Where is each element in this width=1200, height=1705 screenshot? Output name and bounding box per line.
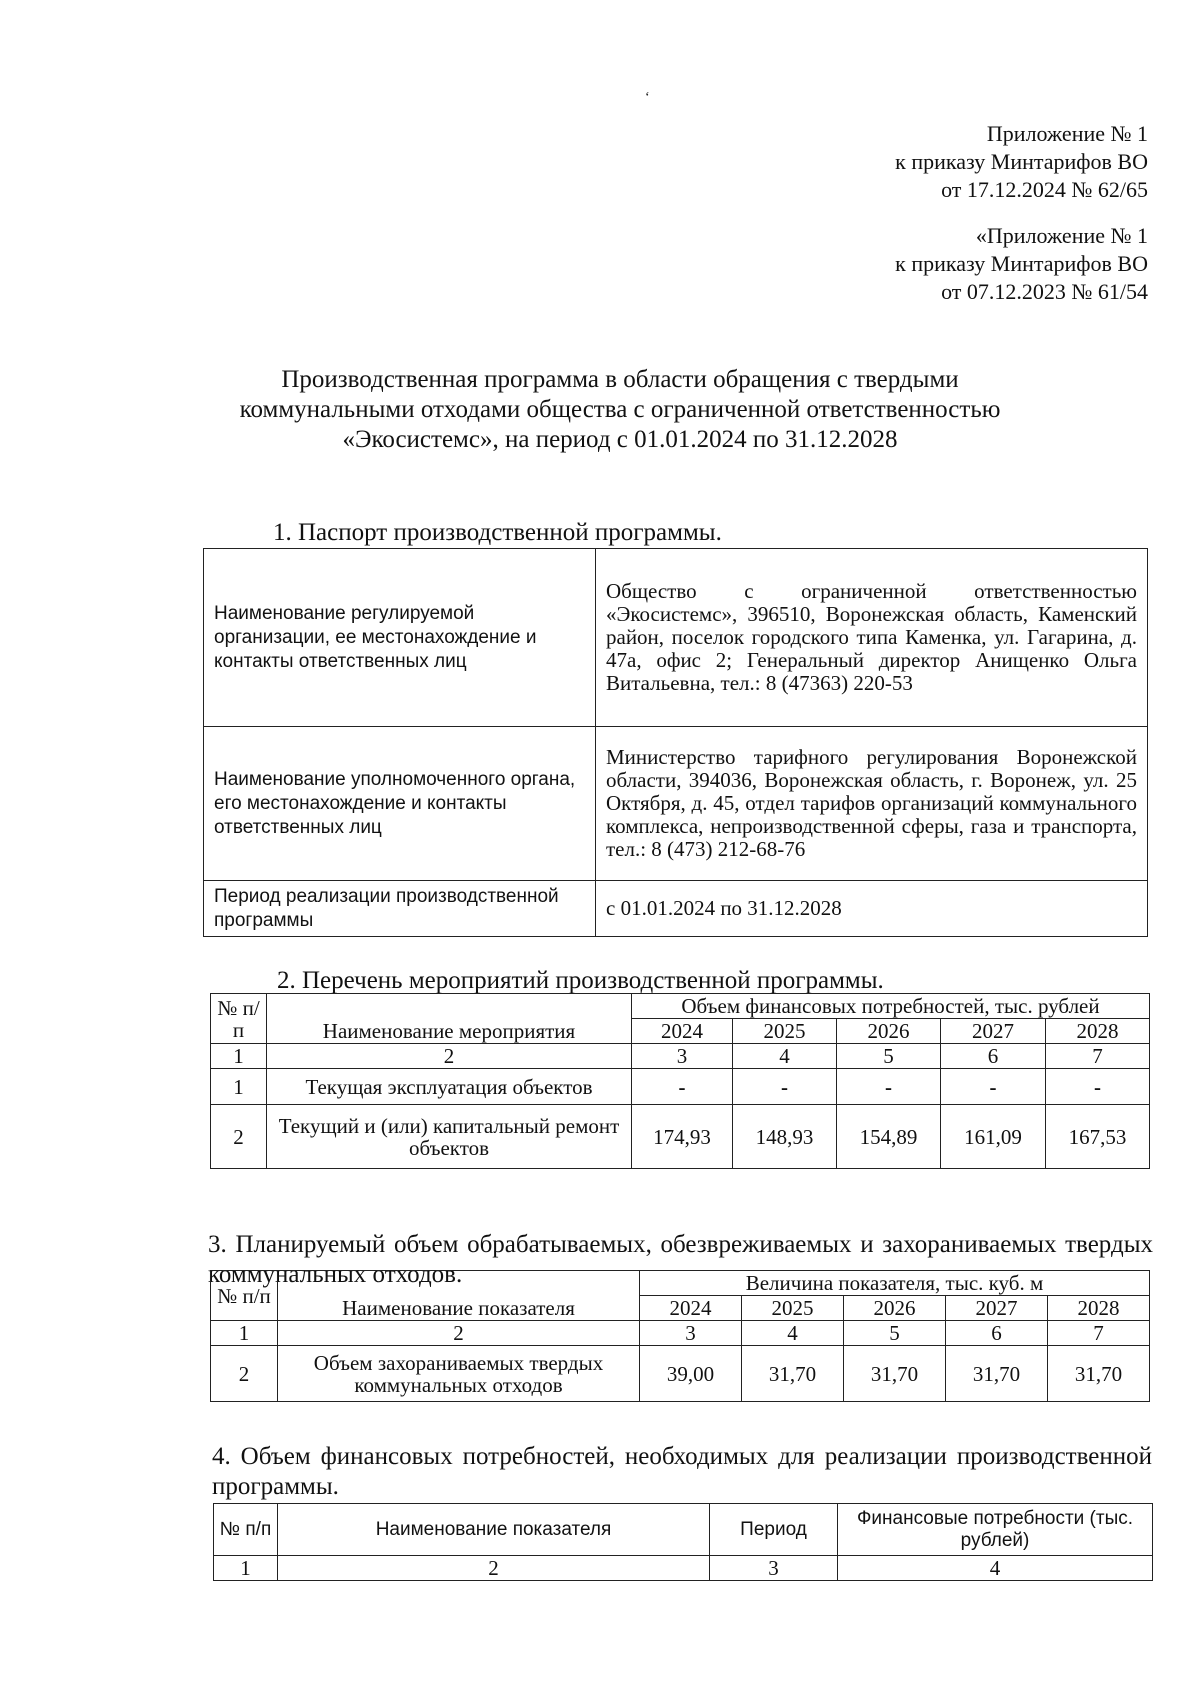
index-cell: 2 — [278, 1556, 710, 1581]
row-value: - — [632, 1069, 733, 1105]
title-line3: «Экосистемс», на период с 01.01.2024 по 31.12.2028 — [342, 426, 898, 453]
section3-heading: 3. Планируемый объем обрабатываемых, обезвреживаемых и захораниваемых твердых коммунальных отходов. — [208, 1231, 1153, 1288]
year-header: 2026 — [844, 1296, 946, 1321]
year-header: 2024 — [632, 1019, 733, 1044]
appendix-previous-line1: «Приложение № 1 — [975, 223, 1148, 248]
row-value: 174,93 — [632, 1105, 733, 1169]
col-period-header: Период — [710, 1504, 838, 1556]
year-header: 2028 — [1048, 1296, 1150, 1321]
title-line2: коммунальными отходами общества с ограниченной ответственностью — [239, 396, 1001, 423]
index-cell: 5 — [837, 1044, 941, 1069]
index-cell: 1 — [211, 1044, 267, 1069]
passport-table — [203, 548, 1148, 937]
index-cell: 7 — [1046, 1044, 1150, 1069]
passport-value: с 01.01.2024 по 31.12.2028 — [596, 881, 1148, 937]
col-group-header: Объем финансовых потребностей, тыс. рублей — [632, 994, 1150, 1019]
row-value: 31,70 — [1048, 1346, 1150, 1402]
row-name: Текущая эксплуатация объектов — [267, 1069, 632, 1105]
index-cell: 5 — [844, 1321, 946, 1346]
section1-heading: 1. Паспорт производственной программы. — [273, 519, 722, 546]
year-header: 2026 — [837, 1019, 941, 1044]
index-cell: 6 — [941, 1044, 1046, 1069]
scan-mark: ‘ — [645, 90, 650, 105]
year-header: 2027 — [946, 1296, 1048, 1321]
appendix-current — [895, 120, 1148, 204]
table-row — [204, 727, 1148, 881]
appendix-previous — [895, 222, 1148, 306]
title-line1: Производственная программа в области обращения с твердыми — [281, 366, 959, 393]
col-name-header: Наименование показателя — [278, 1271, 640, 1321]
year-header: 2028 — [1046, 1019, 1150, 1044]
financial-needs-table — [213, 1503, 1153, 1581]
row-value: 154,89 — [837, 1105, 941, 1169]
appendix-previous-line2: к приказу Минтарифов ВО — [895, 251, 1148, 276]
table-row — [211, 1069, 1150, 1105]
year-header: 2024 — [640, 1296, 742, 1321]
row-value: - — [837, 1069, 941, 1105]
appendix-previous-line3: от 07.12.2023 № 61/54 — [941, 279, 1148, 304]
waste-volume-table — [210, 1270, 1150, 1402]
col-name-header: Наименование мероприятия — [267, 994, 632, 1044]
index-cell: 3 — [710, 1556, 838, 1581]
table-row — [211, 1105, 1150, 1169]
passport-value: Общество с ограниченной ответственностью «Экосистемс», 396510, Воронежская область, Каменский район, поселок городского типа Каменка, ул. Гагарина, д. 47а, офис 2; Генеральный директор Анищенко Ольга Витальевна, тел.: 8 (47363) 220-53 — [596, 549, 1148, 727]
row-num: 2 — [211, 1105, 267, 1169]
table-index-row — [214, 1556, 1153, 1581]
index-cell: 1 — [214, 1556, 278, 1581]
year-header: 2025 — [742, 1296, 844, 1321]
table-row — [204, 881, 1148, 937]
row-value: 39,00 — [640, 1346, 742, 1402]
row-name: Текущий и (или) капитальный ремонт объектов — [267, 1105, 632, 1169]
index-cell: 3 — [640, 1321, 742, 1346]
row-value: - — [733, 1069, 837, 1105]
section4-heading: 4. Объем финансовых потребностей, необходимых для реализации производственной программы. — [212, 1443, 1152, 1500]
appendix-current-line1: Приложение № 1 — [986, 121, 1148, 146]
table-index-row — [211, 1321, 1150, 1346]
index-cell: 4 — [733, 1044, 837, 1069]
index-cell: 1 — [211, 1321, 278, 1346]
index-cell: 2 — [278, 1321, 640, 1346]
col-num-header: № п/п — [214, 1504, 278, 1556]
row-value: 148,93 — [733, 1105, 837, 1169]
row-value: 31,70 — [946, 1346, 1048, 1402]
year-header: 2027 — [941, 1019, 1046, 1044]
row-value: - — [941, 1069, 1046, 1105]
index-cell: 4 — [838, 1556, 1153, 1581]
col-needs-header: Финансовые потребности (тыс. рублей) — [838, 1504, 1153, 1556]
passport-label: Наименование уполномоченного органа, его местонахождение и контакты ответственных лиц — [204, 727, 596, 881]
passport-label: Наименование регулируемой организации, ее местонахождение и контакты ответственных лиц — [204, 549, 596, 727]
passport-label: Период реализации производственной программы — [204, 881, 596, 937]
appendix-current-line2: к приказу Минтарифов ВО — [895, 149, 1148, 174]
table-header-row — [211, 994, 1150, 1019]
col-num-header: № п/п — [211, 1271, 278, 1321]
row-value: 167,53 — [1046, 1105, 1150, 1169]
row-num: 2 — [211, 1346, 278, 1402]
passport-value: Министерство тарифного регулирования Воронежской области, 394036, Воронежская область, г. Воронеж, ул. 25 Октября, д. 45, отдел тарифов организаций коммунального комплекса, непроизводственной сферы, газа и транспорта, тел.: 8 (473) 212-68-76 — [596, 727, 1148, 881]
index-cell: 3 — [632, 1044, 733, 1069]
index-cell: 2 — [267, 1044, 632, 1069]
row-value: 31,70 — [742, 1346, 844, 1402]
index-cell: 7 — [1048, 1321, 1150, 1346]
index-cell: 6 — [946, 1321, 1048, 1346]
col-group-header: Величина показателя, тыс. куб. м — [640, 1271, 1150, 1296]
table-header-row — [211, 1271, 1150, 1296]
index-cell: 4 — [742, 1321, 844, 1346]
table-index-row — [211, 1044, 1150, 1069]
row-num: 1 — [211, 1069, 267, 1105]
col-num-header: № п/п — [211, 994, 267, 1044]
col-name-header: Наименование показателя — [278, 1504, 710, 1556]
table-header-row — [214, 1504, 1153, 1556]
section2-heading: 2. Перечень мероприятий производственной программы. — [277, 967, 884, 994]
row-value: 31,70 — [844, 1346, 946, 1402]
measures-table — [210, 993, 1150, 1169]
row-name: Объем захораниваемых твердых коммунальных отходов — [278, 1346, 640, 1402]
year-header: 2025 — [733, 1019, 837, 1044]
table-row — [204, 549, 1148, 727]
appendix-current-line3: от 17.12.2024 № 62/65 — [941, 177, 1148, 202]
row-value: - — [1046, 1069, 1150, 1105]
row-value: 161,09 — [941, 1105, 1046, 1169]
table-row — [211, 1346, 1150, 1402]
document-title — [190, 365, 1050, 455]
